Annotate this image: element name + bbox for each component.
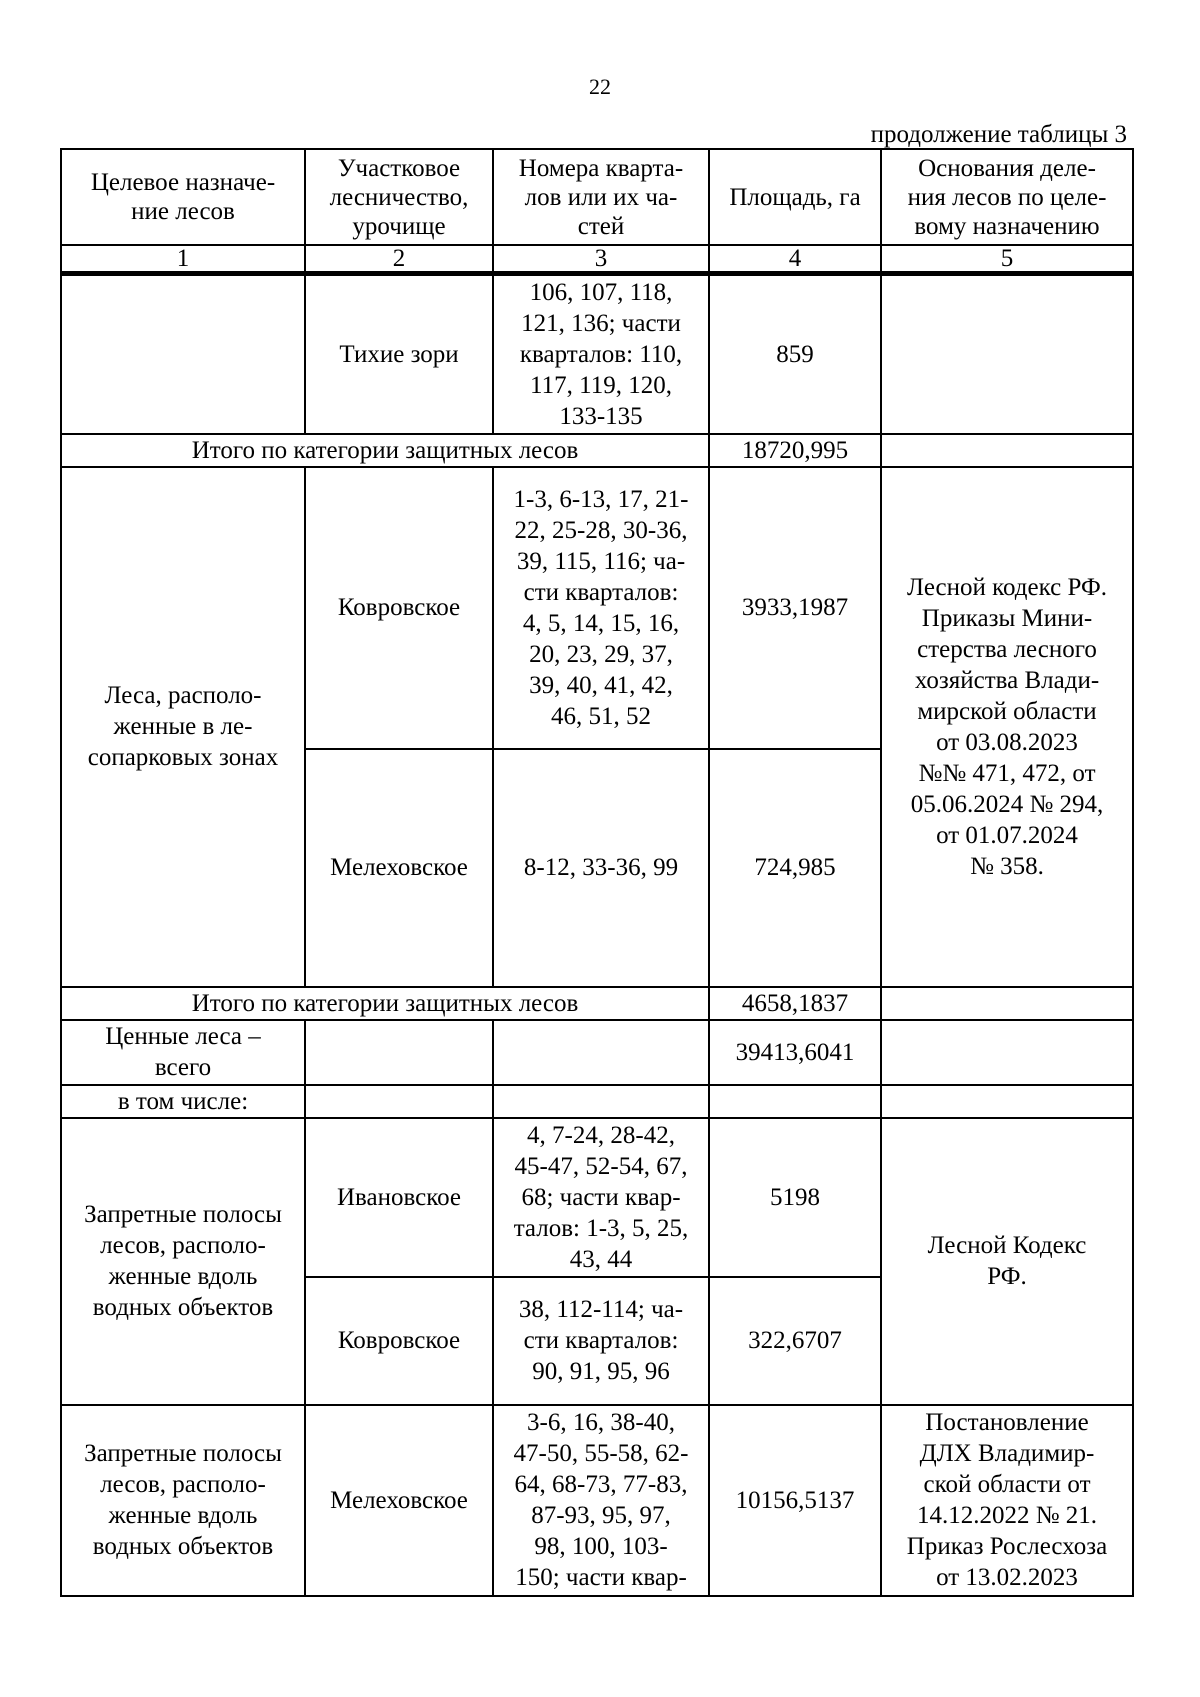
purpose-cell	[61, 274, 305, 434]
table-row	[61, 1085, 1133, 1118]
table-row	[61, 467, 1133, 749]
basis-cell	[881, 987, 1133, 1020]
forestry-cell: Ковровское	[305, 467, 493, 749]
column-number: 2	[305, 245, 493, 274]
basis-cell: Постановление ДЛХ Владимир- ской области от 14.12.2022 № 21. Приказ Рослесхоза от 13.02.2023	[881, 1405, 1133, 1596]
table-row	[61, 1118, 1133, 1277]
purpose-cell: в том числе:	[61, 1085, 305, 1118]
subtotal-row	[61, 987, 1133, 1020]
purpose-cell: Запретные полосы лесов, располо- женные вдоль водных объектов	[61, 1118, 305, 1405]
area-cell	[709, 1085, 881, 1118]
basis-cell: Лесной Кодекс РФ.	[881, 1118, 1133, 1405]
forestry-cell: Ивановское	[305, 1118, 493, 1277]
quarters-cell: 8-12, 33-36, 99	[493, 749, 709, 987]
column-number-row	[61, 245, 1133, 274]
table-row	[61, 1020, 1133, 1085]
quarters-cell	[493, 1085, 709, 1118]
basis-cell: Лесной кодекс РФ. Приказы Мини- стерства лесного хозяйства Влади- мирской области от 03.08.2023 №№ 471, 472, от 05.06.2024 № 294, от 01.07.2024 № 358.	[881, 467, 1133, 987]
purpose-cell: Запретные полосы лесов, располо- женные вдоль водных объектов	[61, 1405, 305, 1596]
area-cell: 859	[709, 274, 881, 434]
area-cell: 322,6707	[709, 1277, 881, 1405]
column-number: 3	[493, 245, 709, 274]
area-cell: 724,985	[709, 749, 881, 987]
subtotal-label: Итого по категории защитных лесов	[61, 434, 709, 467]
quarters-cell: 106, 107, 118, 121, 136; части кварталов: 110, 117, 119, 120, 133-135	[493, 274, 709, 434]
area-cell: 5198	[709, 1118, 881, 1277]
forestry-cell: Тихие зори	[305, 274, 493, 434]
subtotal-label: Итого по категории защитных лесов	[61, 987, 709, 1020]
purpose-cell: Ценные леса – всего	[61, 1020, 305, 1085]
forestry-cell: Мелеховское	[305, 1405, 493, 1596]
forestry-cell: Ковровское	[305, 1277, 493, 1405]
quarters-cell: 4, 7-24, 28-42, 45-47, 52-54, 67, 68; части квар- талов: 1-3, 5, 25, 43, 44	[493, 1118, 709, 1277]
basis-cell	[881, 1020, 1133, 1085]
subtotal-area: 18720,995	[709, 434, 881, 467]
table-row	[61, 274, 1133, 434]
header-forestry: Участковое лесничество, урочище	[305, 149, 493, 245]
subtotal-area: 4658,1837	[709, 987, 881, 1020]
area-cell: 3933,1987	[709, 467, 881, 749]
quarters-cell: 38, 112-114; ча- сти кварталов: 90, 91, 95, 96	[493, 1277, 709, 1405]
quarters-cell	[493, 1020, 709, 1085]
column-number: 4	[709, 245, 881, 274]
table-header-row	[61, 149, 1133, 245]
forest-purpose-table	[60, 148, 1134, 1597]
header-purpose: Целевое назначе- ние лесов	[61, 149, 305, 245]
area-cell: 39413,6041	[709, 1020, 881, 1085]
basis-cell	[881, 274, 1133, 434]
header-basis: Основания деле- ния лесов по целе- вому назначению	[881, 149, 1133, 245]
column-number: 5	[881, 245, 1133, 274]
basis-cell	[881, 434, 1133, 467]
purpose-cell: Леса, располо- женные в ле- сопарковых зонах	[61, 467, 305, 987]
area-cell: 10156,5137	[709, 1405, 881, 1596]
forestry-cell: Мелеховское	[305, 749, 493, 987]
table-continuation-label: продолжение таблицы 3	[870, 121, 1127, 148]
quarters-cell: 1-3, 6-13, 17, 21- 22, 25-28, 30-36, 39, 115, 116; ча- сти кварталов: 4, 5, 14, 15, 16, 20, 23, 29, 37, 39, 40, 41, 42, 46, 51, 52	[493, 467, 709, 749]
subtotal-row	[61, 434, 1133, 467]
header-area: Площадь, га	[709, 149, 881, 245]
quarters-cell: 3-6, 16, 38-40, 47-50, 55-58, 62- 64, 68-73, 77-83, 87-93, 95, 97, 98, 100, 103- 150; части квар-	[493, 1405, 709, 1596]
column-number: 1	[61, 245, 305, 274]
header-quarters: Номера кварта- лов или их ча- стей	[493, 149, 709, 245]
page-number: 22	[589, 74, 611, 99]
forestry-cell	[305, 1020, 493, 1085]
table-row	[61, 1405, 1133, 1596]
basis-cell	[881, 1085, 1133, 1118]
forestry-cell	[305, 1085, 493, 1118]
